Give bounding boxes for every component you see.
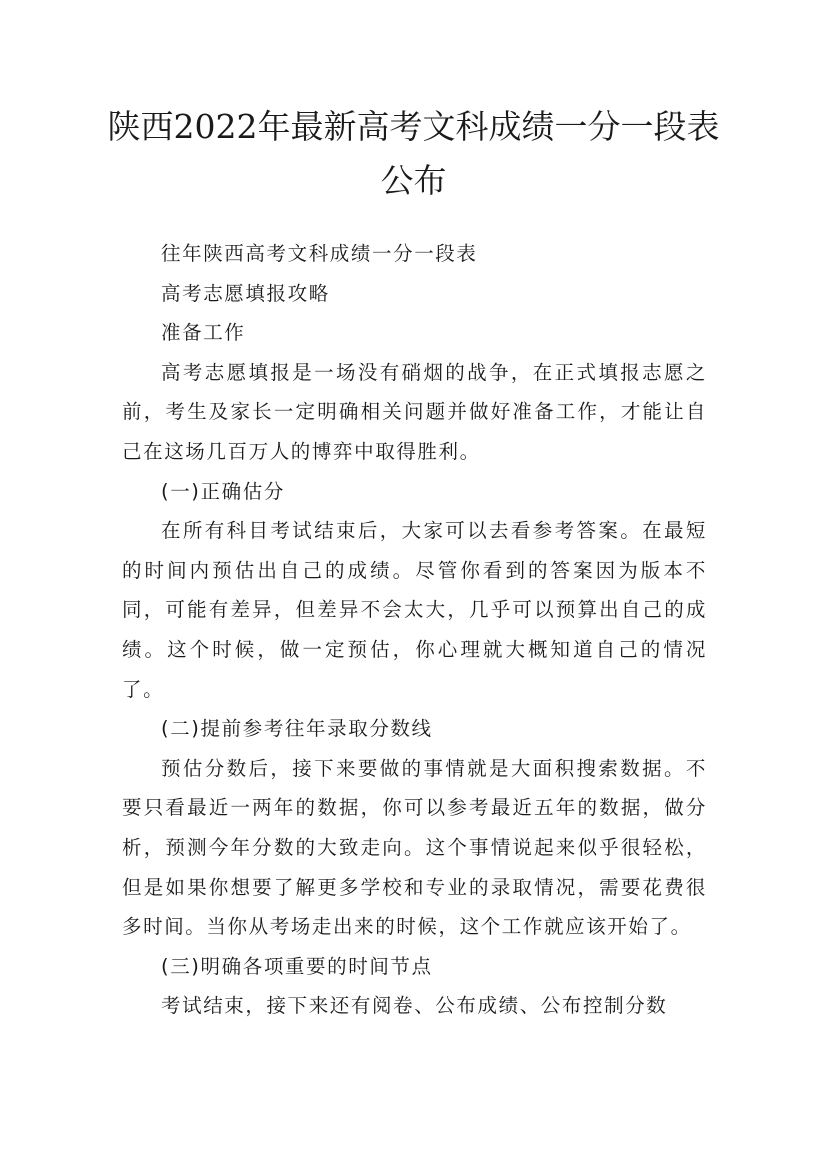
section-heading: (一)正确估分 <box>161 479 285 503</box>
title-line-1: 陕西2022年最新高考文科成绩一分一段表 <box>107 107 720 146</box>
paragraph: 预估分数后，接下来要做的事情就是大面积搜索数据。不要只看最近一两年的数据，你可以参考最近五年的数据，做分析，预测今年分数的大致走向。这个事情说起来似乎很轻松，但是如果你想要了解更多学校和专业的录取情况，需要花费很多时间。当你从考场走出来的时候，这个工作就应该开始了。 <box>122 756 707 939</box>
section-heading: (三)明确各项重要的时间节点 <box>161 954 433 978</box>
document-title <box>90 100 737 208</box>
paragraph: 考试结束，接下来还有阅卷、公布成绩、公布控制分数 <box>161 994 668 1018</box>
paragraph: 高考志愿填报是一场没有硝烟的战争，在正式填报志愿之前，考生及家长一定明确相关问题并做好准备工作，才能让自己在这场几百万人的博弈中取得胜利。 <box>122 360 707 463</box>
document-body <box>122 234 707 1026</box>
paragraph: 往年陕西高考文科成绩一分一段表 <box>161 242 478 265</box>
title-line-2: 公布 <box>380 161 447 200</box>
paragraph: 高考志愿填报攻略 <box>161 281 330 305</box>
paragraph: 准备工作 <box>161 321 246 345</box>
section-heading: (二)提前参考往年录取分数线 <box>161 717 433 741</box>
paragraph: 在所有科目考试结束后，大家可以去看参考答案。在最短的时间内预估出自己的成绩。尽管你看到的答案因为版本不同，可能有差异，但差异不会太大，几乎可以预算出自己的成绩。这个时候，做一定预估，你心理就大概知道自己的情况了。 <box>122 519 707 701</box>
